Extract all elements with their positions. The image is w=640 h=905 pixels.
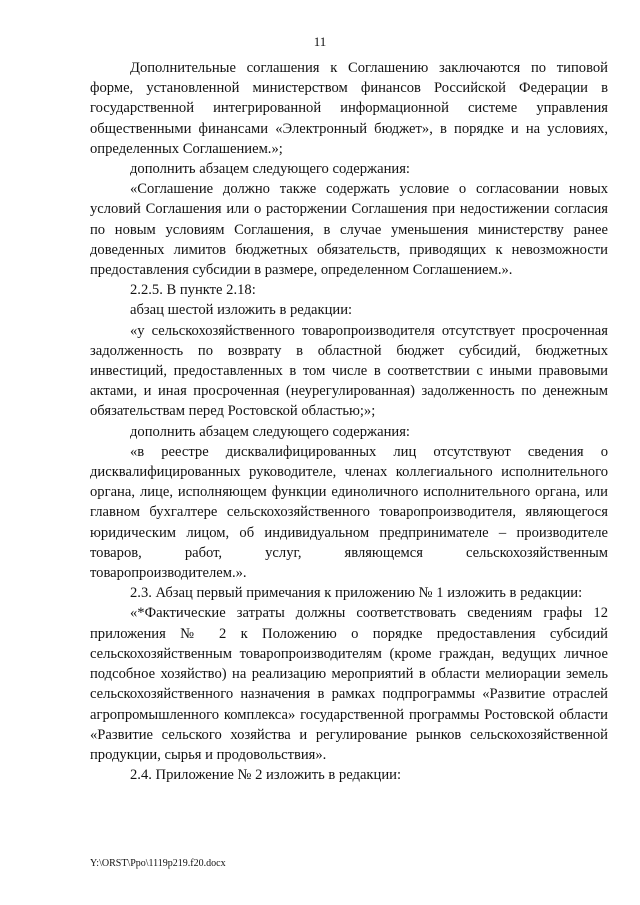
paragraph: 2.3. Абзац первый примечания к приложению № 1 изложить в редакции: — [130, 585, 583, 602]
paragraph: «*Фактические затраты должны соответствовать сведениям графы 12 приложения № 2 к Положению о порядке предоставления субсидий сельскохозяйственным товаропроизводителям (кроме граждан, ведущих личное подсобное хозяйство) на реализацию мероприятий в области мелиорации земель сельскохозяйственного назначения в рамках подпрограммы «Развитие отраслей агропромышленного комплекса» государственной программы Ростовской области «Развитие сельского хозяйства и регулирование рынков сельскохозяйственной продукции, сырья и продовольствия». — [90, 605, 608, 763]
paragraph: «у сельскохозяйственного товаропроизводителя отсутствует просроченная задолженность по возврату в областной бюджет субсидий, бюджетных инвестиций, предоставленных в том числе в соответствии с иными правовыми актами, и иная просроченная (неурегулированная) задолженность по денежным обязательствам перед Ростовской областью;»; — [90, 322, 608, 420]
document-body — [90, 58, 608, 785]
paragraph: 2.2.5. В пункте 2.18: — [130, 282, 256, 299]
paragraph: «в реестре дисквалифицированных лиц отсутствуют сведения о дисквалифицированных руководителе, членах коллегиального исполнительного органа, лице, исполняющем функции единоличного исполнительного органа, или главном бухгалтере сельскохозяйственного товаропроизводителя, являющегося юридическим лицом, об индивидуальном предпринимателе – производителе товаров, работ, услуг, являющемся сельскохозяйственным товаропроизводителем.». — [90, 443, 608, 582]
footer-file-path: Y:\ORST\Ppo\1119p219.f20.docx — [90, 858, 226, 869]
paragraph: дополнить абзацем следующего содержания: — [130, 161, 410, 178]
paragraph: дополнить абзацем следующего содержания: — [130, 423, 410, 440]
paragraph: Дополнительные соглашения к Соглашению заключаются по типовой форме, установленной министерством финансов Российской Федерации в государственной интегрированной информационной системе управления общественными финансами «Электронный бюджет», в порядке и на условиях, определенных Соглашением.»; — [90, 60, 608, 157]
page-number: 11 — [313, 34, 327, 49]
paragraph: 2.4. Приложение № 2 изложить в редакции: — [130, 767, 401, 784]
paragraph: «Соглашение должно также содержать условие о согласовании новых условий Соглашения или о расторжении Соглашения при недостижении согласия по новым условиям Соглашения, в случае уменьшения министерству ранее доведенных лимитов бюджетных обязательств, приводящих к невозможности предоставления субсидии в размере, определенном Соглашением.». — [90, 181, 608, 279]
paragraph: абзац шестой изложить в редакции: — [130, 302, 353, 319]
